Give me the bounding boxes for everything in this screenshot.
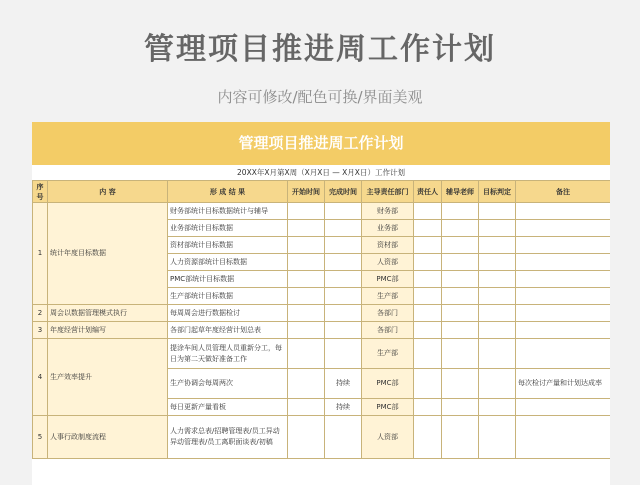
dept-cell: 各部门	[362, 322, 414, 339]
remark-cell	[516, 305, 611, 322]
start-cell	[288, 271, 325, 288]
owner-cell	[414, 220, 442, 237]
judge-cell	[479, 339, 516, 369]
remark-cell	[516, 288, 611, 305]
header-mentor: 辅导老师	[442, 181, 479, 203]
finish-cell: 持续	[325, 399, 362, 416]
judge-cell	[479, 254, 516, 271]
plan-table	[32, 180, 610, 459]
finish-cell	[325, 271, 362, 288]
owner-cell	[414, 339, 442, 369]
owner-cell	[414, 416, 442, 459]
mentor-cell	[442, 305, 479, 322]
start-cell	[288, 254, 325, 271]
finish-cell	[325, 237, 362, 254]
dept-cell: 生产部	[362, 288, 414, 305]
finish-cell	[325, 339, 362, 369]
worksheet	[32, 122, 610, 485]
table-row	[33, 322, 611, 339]
start-cell	[288, 237, 325, 254]
remark-cell	[516, 254, 611, 271]
mentor-cell	[442, 369, 479, 399]
remark-cell	[516, 399, 611, 416]
remark-cell	[516, 237, 611, 254]
result-cell: 人力需求总表/招聘管理表/员工异动异动管理表/员工离职面谈表/初稿	[168, 416, 288, 459]
content-cell: 周会以数据管理模式执行	[48, 305, 168, 322]
header-no: 序号	[33, 181, 48, 203]
sheet-banner-title: 管理项目推进周工作计划	[32, 122, 610, 165]
result-cell: 每周周会进行数据检讨	[168, 305, 288, 322]
judge-cell	[479, 288, 516, 305]
dept-cell: 财务部	[362, 203, 414, 220]
row-number: 4	[33, 339, 48, 416]
content-cell: 年度经营计划编写	[48, 322, 168, 339]
table-row	[33, 339, 611, 369]
judge-cell	[479, 399, 516, 416]
content-cell: 人事行政制度流程	[48, 416, 168, 459]
remark-cell	[516, 416, 611, 459]
row-number: 1	[33, 203, 48, 305]
start-cell	[288, 399, 325, 416]
row-number: 2	[33, 305, 48, 322]
result-cell: 财务部统计目标数据统计与辅导	[168, 203, 288, 220]
result-cell: 各部门起草年度经营计划总表	[168, 322, 288, 339]
owner-cell	[414, 369, 442, 399]
dept-cell: 人资部	[362, 416, 414, 459]
finish-cell	[325, 220, 362, 237]
remark-cell	[516, 271, 611, 288]
start-cell	[288, 203, 325, 220]
owner-cell	[414, 305, 442, 322]
owner-cell	[414, 271, 442, 288]
dept-cell: PMC部	[362, 399, 414, 416]
mentor-cell	[442, 288, 479, 305]
finish-cell	[325, 254, 362, 271]
start-cell	[288, 369, 325, 399]
mentor-cell	[442, 322, 479, 339]
judge-cell	[479, 369, 516, 399]
mentor-cell	[442, 416, 479, 459]
header-judge: 目标判定	[479, 181, 516, 203]
header-owner: 责任人	[414, 181, 442, 203]
mentor-cell	[442, 203, 479, 220]
mentor-cell	[442, 254, 479, 271]
dept-cell: PMC部	[362, 369, 414, 399]
mentor-cell	[442, 271, 479, 288]
header-start: 开始时间	[288, 181, 325, 203]
result-cell: 资材部统计目标数据	[168, 237, 288, 254]
remark-cell	[516, 322, 611, 339]
header-content: 内 容	[48, 181, 168, 203]
table-row	[33, 416, 611, 459]
table-row	[33, 305, 611, 322]
content-cell: 生产效率提升	[48, 339, 168, 416]
row-number: 3	[33, 322, 48, 339]
header-row	[33, 181, 611, 203]
mentor-cell	[442, 339, 479, 369]
dept-cell: 人资部	[362, 254, 414, 271]
judge-cell	[479, 416, 516, 459]
finish-cell	[325, 288, 362, 305]
owner-cell	[414, 254, 442, 271]
page-title: 管理项目推进周工作计划	[144, 32, 496, 67]
remark-cell	[516, 203, 611, 220]
judge-cell	[479, 271, 516, 288]
owner-cell	[414, 203, 442, 220]
owner-cell	[414, 288, 442, 305]
finish-cell	[325, 305, 362, 322]
finish-cell	[325, 322, 362, 339]
owner-cell	[414, 237, 442, 254]
finish-cell: 持续	[325, 369, 362, 399]
header-lead-dept: 主导责任部门	[362, 181, 414, 203]
result-cell: 提涂车间人员管理人员重新分工，每日为第二天做好准备工作	[168, 339, 288, 369]
owner-cell	[414, 322, 442, 339]
header-finish: 完成时间	[325, 181, 362, 203]
remark-cell: 每次检讨产量和计划达成率	[516, 369, 611, 399]
content-cell: 统计年度目标数据	[48, 203, 168, 305]
dept-cell: PMC部	[362, 271, 414, 288]
result-cell: 业务部统计目标数据	[168, 220, 288, 237]
mentor-cell	[442, 237, 479, 254]
start-cell	[288, 322, 325, 339]
start-cell	[288, 339, 325, 369]
remark-cell	[516, 220, 611, 237]
judge-cell	[479, 305, 516, 322]
start-cell	[288, 416, 325, 459]
row-number: 5	[33, 416, 48, 459]
header-remark: 备注	[516, 181, 611, 203]
result-cell: PMC部统计目标数据	[168, 271, 288, 288]
start-cell	[288, 305, 325, 322]
dept-cell: 业务部	[362, 220, 414, 237]
page-subtitle: 内容可修改/配色可换/界面美观	[217, 88, 423, 106]
start-cell	[288, 220, 325, 237]
period-line: 20XX年X月第X周（X月X日 — X月X日）工作计划	[237, 168, 405, 177]
remark-cell	[516, 339, 611, 369]
result-cell: 生产协调会每周两次	[168, 369, 288, 399]
mentor-cell	[442, 399, 479, 416]
judge-cell	[479, 322, 516, 339]
finish-cell	[325, 203, 362, 220]
dept-cell: 各部门	[362, 305, 414, 322]
start-cell	[288, 288, 325, 305]
result-cell: 每日更新产量看板	[168, 399, 288, 416]
result-cell: 生产部统计目标数据	[168, 288, 288, 305]
dept-cell: 资材部	[362, 237, 414, 254]
judge-cell	[479, 203, 516, 220]
judge-cell	[479, 220, 516, 237]
finish-cell	[325, 416, 362, 459]
owner-cell	[414, 399, 442, 416]
result-cell: 人力资源部统计目标数据	[168, 254, 288, 271]
judge-cell	[479, 237, 516, 254]
mentor-cell	[442, 220, 479, 237]
dept-cell: 生产部	[362, 339, 414, 369]
header-result: 形 成 结 果	[168, 181, 288, 203]
table-row	[33, 203, 611, 220]
